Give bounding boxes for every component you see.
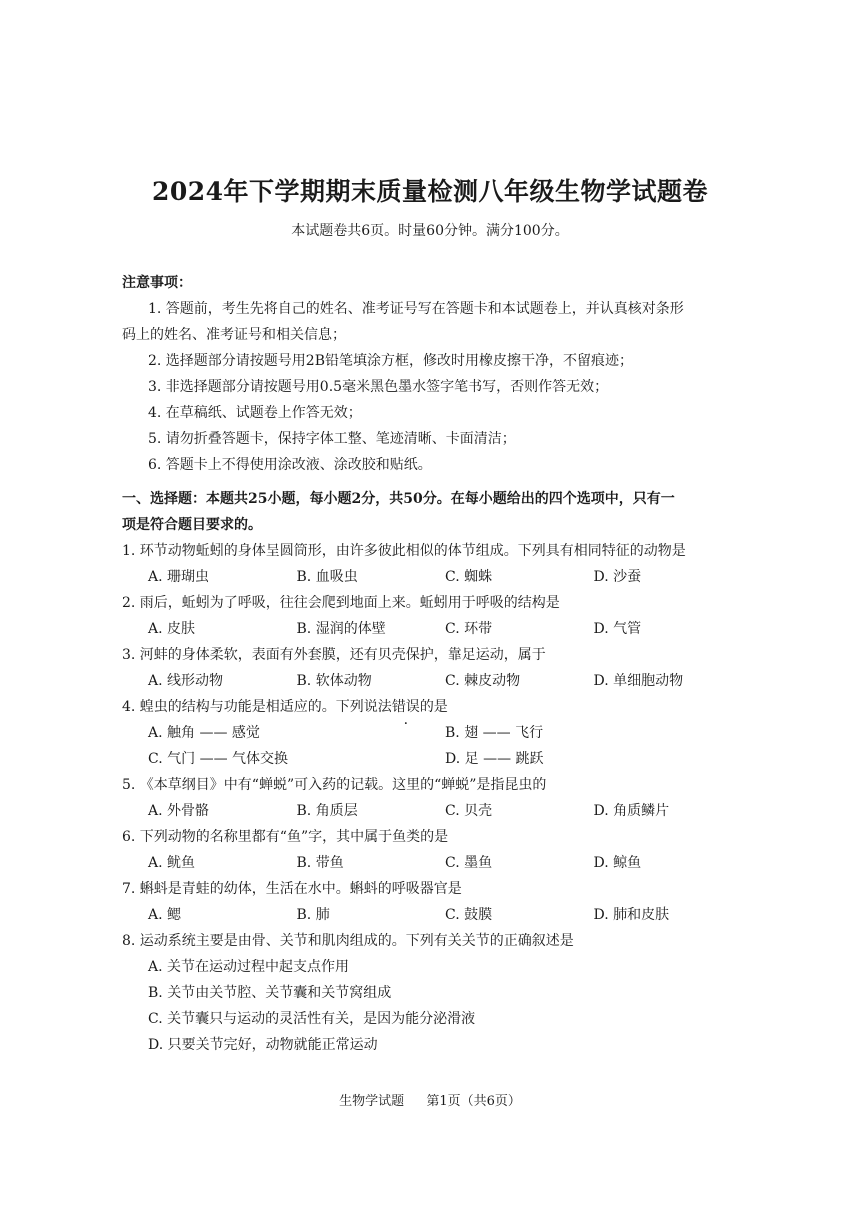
option-a: A. 线形动物 <box>148 673 224 689</box>
footer-subject: 生物学试题 <box>339 1094 405 1109</box>
question-8 <box>122 928 742 1058</box>
option-c: C. 墨鱼 <box>445 855 493 871</box>
option-d: D. 气管 <box>593 621 642 637</box>
option-c: C. 贝壳 <box>445 803 493 819</box>
option-d: D. 单细胞动物 <box>593 673 684 689</box>
question-7 <box>122 876 742 928</box>
option-d: D. 鲸鱼 <box>593 855 642 871</box>
question-stem: 7. 蝌蚪是青蛙的幼体，生活在水中。蝌蚪的呼吸器官是 <box>122 881 462 897</box>
option-b: B. 关节由关节腔、关节囊和关节窝组成 <box>148 985 392 1001</box>
option-d: D. 沙蚕 <box>593 569 642 585</box>
option-d: D. 只要关节完好，动物就能正常运动 <box>148 1037 378 1053</box>
page-footer <box>0 1090 860 1109</box>
section-choice <box>122 486 742 1058</box>
option-c: C. 关节囊只与运动的灵活性有关，是因为能分泌滑液 <box>148 1011 476 1027</box>
option-a: A. 鳃 <box>148 907 182 923</box>
option-b: B. 带鱼 <box>296 855 344 871</box>
section-heading: 一、选择题：本题共25小题，每小题2分，共50分。在每小题给出的四个选项中，只有一 <box>122 491 675 507</box>
option-c: C. 鼓膜 <box>445 907 493 923</box>
option-b: B. 血吸虫 <box>296 569 358 585</box>
notice-section <box>122 270 742 478</box>
notice-item: 2. 选择题部分请按题号用2B铅笔填涂方框，修改时用橡皮擦干净，不留痕迹； <box>148 353 634 369</box>
notice-item: 码上的姓名、准考证号和相关信息； <box>122 327 346 343</box>
question-stem: 2. 雨后，蚯蚓为了呼吸，往往会爬到地面上来。蚯蚓用于呼吸的结构是 <box>122 595 560 611</box>
section-heading: 项是符合题目要求的。 <box>122 517 262 533</box>
question-stem <box>122 694 742 720</box>
stem-part: 的是 <box>419 699 448 715</box>
notice-heading: 注意事项： <box>122 275 192 291</box>
stem-part: 4. 蝗虫的结构与功能是相适应的。下列说法 <box>122 699 392 715</box>
question-6 <box>122 824 742 876</box>
option-b: B. 湿润的体壁 <box>296 621 386 637</box>
option-d: D. 角质鳞片 <box>593 803 670 819</box>
question-stem: 1. 环节动物蚯蚓的身体呈圆筒形，由许多彼此相似的体节组成。下列具有相同特征的动物是 <box>122 543 686 559</box>
option-d: D. 足 —— 跳跃 <box>445 751 544 767</box>
option-c: C. 蜘蛛 <box>445 569 493 585</box>
page-title: 2024年下学期期末质量检测八年级生物学试题卷 <box>151 177 709 206</box>
notice-item: 1. 答题前，考生先将自己的姓名、准考证号写在答题卡和本试题卷上，并认真核对条形 <box>148 301 684 317</box>
option-c: C. 环带 <box>445 621 493 637</box>
question-stem: 5. 《本草纲目》中有“蝉蜕”可入药的记载。这里的“蝉蜕”是指昆虫的 <box>122 777 547 793</box>
exam-info: 本试题卷共6页。时量60分钟。满分100分。 <box>291 223 569 239</box>
question-5 <box>122 772 742 824</box>
question-3 <box>122 642 742 694</box>
question-stem: 6. 下列动物的名称里都有“鱼”字，其中属于鱼类的是 <box>122 829 449 845</box>
option-a: A. 外骨骼 <box>148 803 210 819</box>
option-b: B. 翅 —— 飞行 <box>445 725 544 741</box>
option-b: B. 肺 <box>296 907 330 923</box>
question-stem: 8. 运动系统主要是由骨、关节和肌肉组成的。下列有关关节的正确叙述是 <box>122 933 574 949</box>
footer-page-number: 第1页（共6页） <box>426 1094 521 1109</box>
option-b: B. 角质层 <box>296 803 358 819</box>
notice-item: 5. 请勿折叠答题卡，保持字体工整、笔迹清晰、卡面清洁； <box>148 431 516 447</box>
option-a: A. 珊瑚虫 <box>148 569 210 585</box>
option-a: A. 皮肤 <box>148 621 196 637</box>
question-2 <box>122 590 742 642</box>
option-b: B. 软体动物 <box>296 673 372 689</box>
emphasis-text: 错误 <box>391 699 420 715</box>
notice-item: 6. 答题卡上不得使用涂改液、涂改胶和贴纸。 <box>148 457 432 473</box>
option-a: A. 关节在运动过程中起支点作用 <box>148 959 350 975</box>
question-stem: 3. 河蚌的身体柔软，表面有外套膜，还有贝壳保护，靠足运动，属于 <box>122 647 546 663</box>
question-1 <box>122 538 742 590</box>
notice-item: 4. 在草稿纸、试题卷上作答无效； <box>148 405 362 421</box>
option-d: D. 肺和皮肤 <box>593 907 670 923</box>
option-a: A. 鱿鱼 <box>148 855 196 871</box>
question-4 <box>122 694 742 772</box>
option-c: C. 气门 —— 气体交换 <box>148 751 289 767</box>
notice-item: 3. 非选择题部分请按题号用0.5毫米黑色墨水签字笔书写，否则作答无效； <box>148 379 609 395</box>
option-a: A. 触角 —— 感觉 <box>148 725 260 741</box>
option-c: C. 棘皮动物 <box>445 673 521 689</box>
